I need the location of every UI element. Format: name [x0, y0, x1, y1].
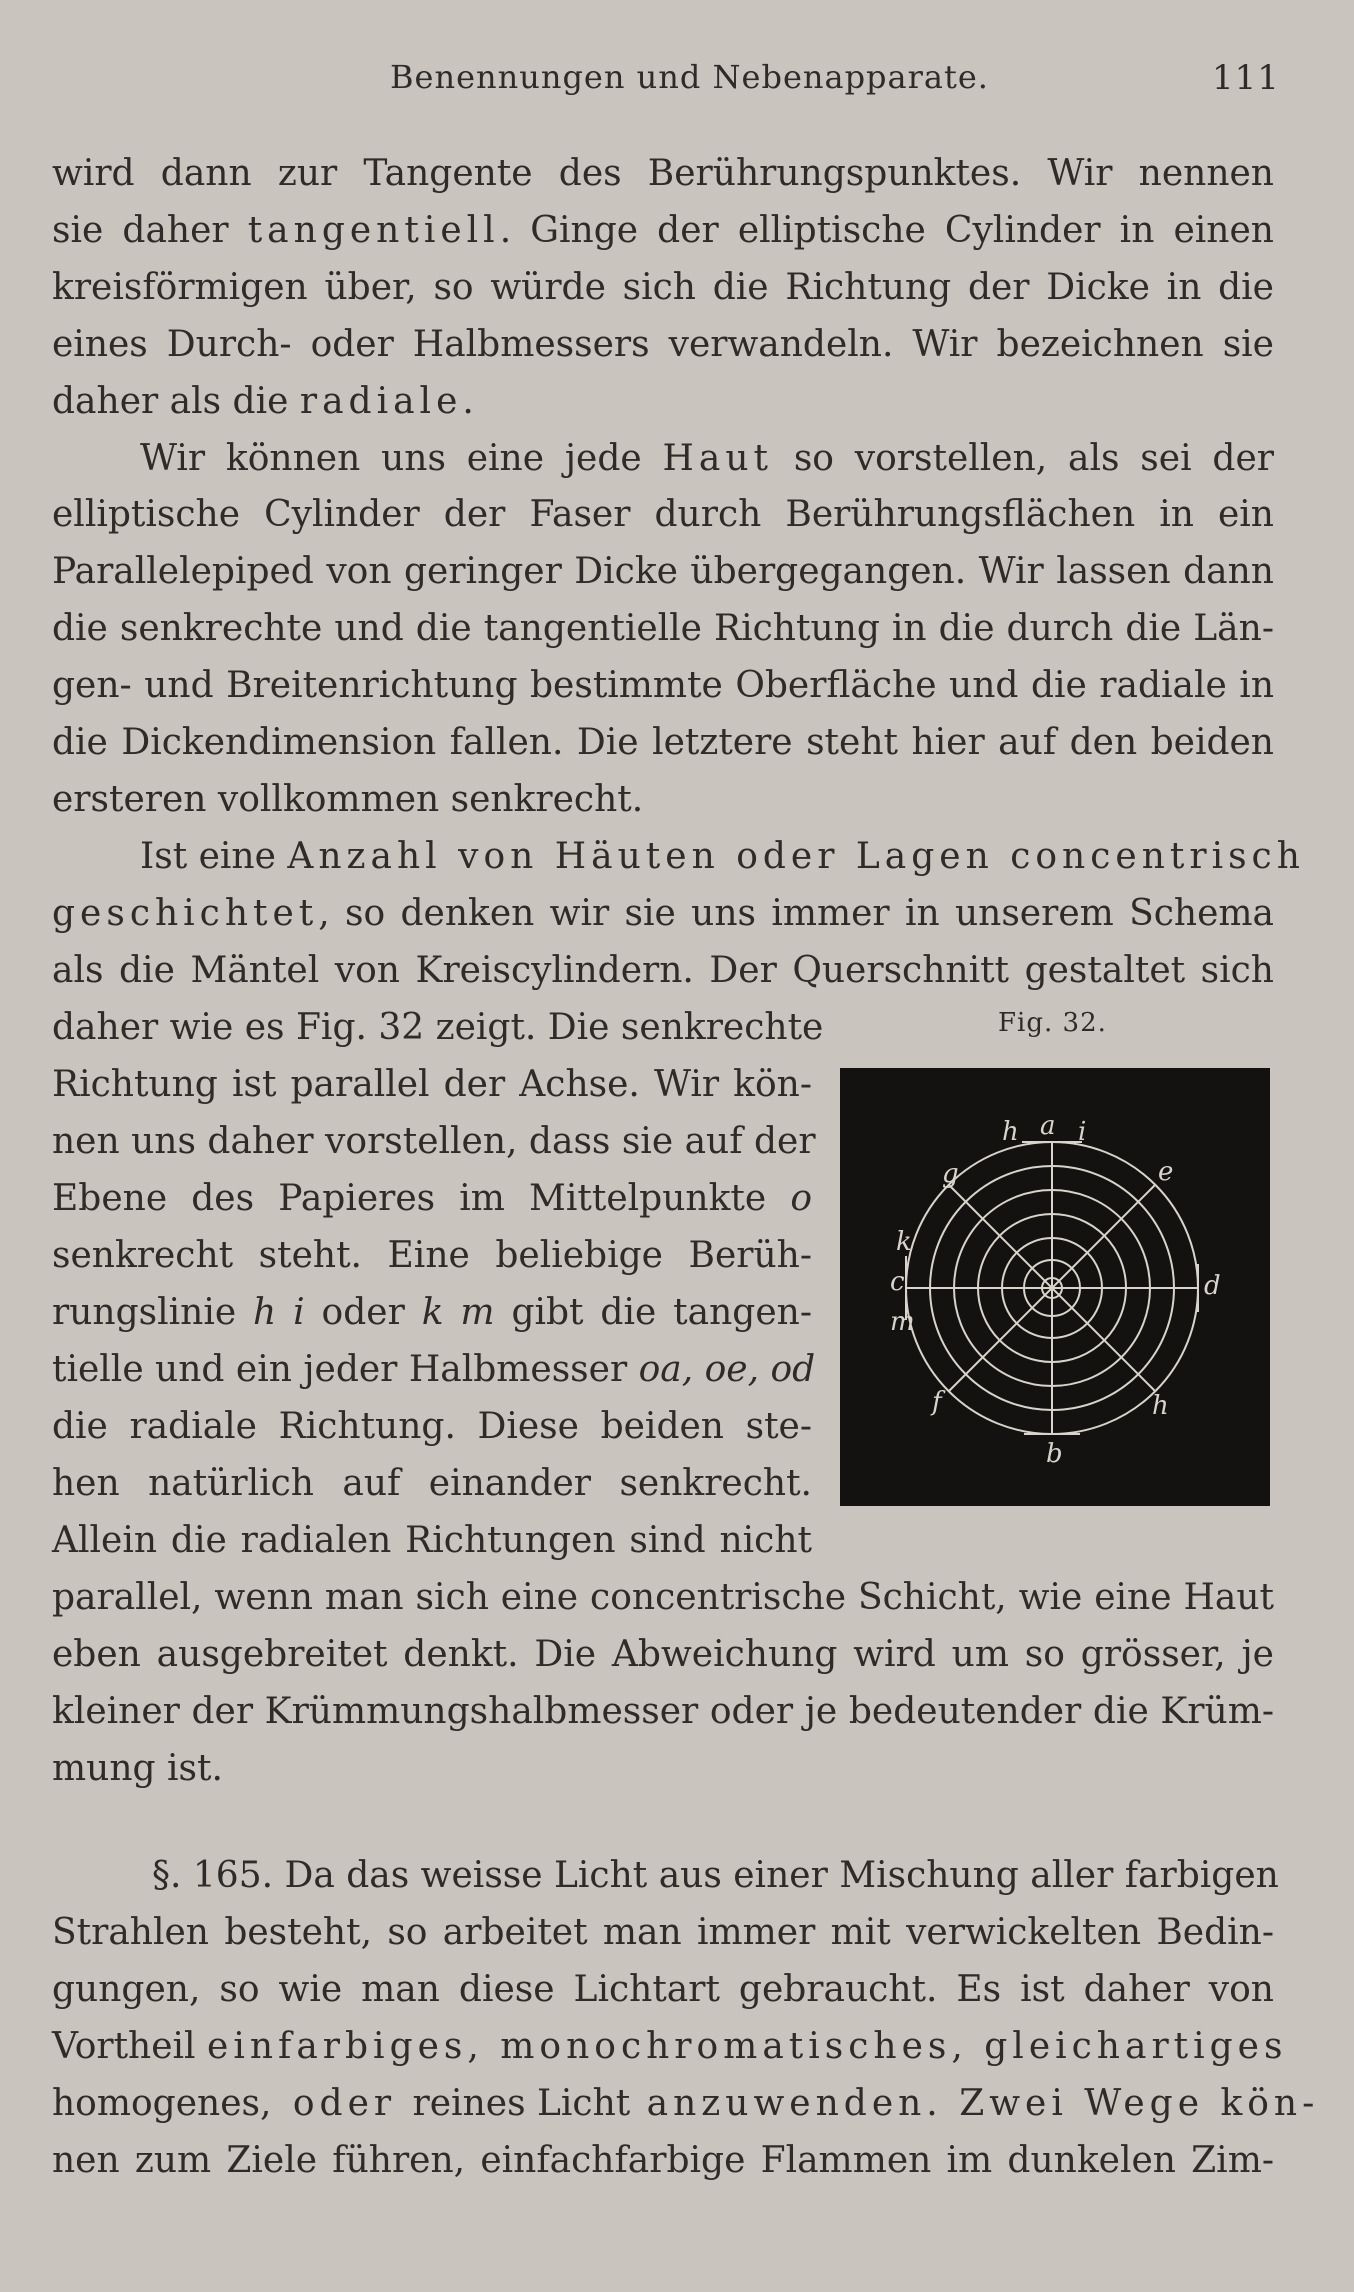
figure-caption: Fig. 32.: [998, 1008, 1107, 1038]
para1-line-3: kreisförmigen über, so würde sich die Richtung der Dicke in die: [52, 267, 1274, 308]
para3-line-4: daher wie es Fig. 32 zeigt. Die senkrechte: [52, 1007, 824, 1048]
para3-line-7: [52, 1175, 812, 1223]
label-g: g: [942, 1159, 959, 1189]
italic-term: o: [790, 1178, 812, 1219]
para4-line-3: gungen, so wie man diese Lichtart gebraucht. Es ist daher von: [52, 1969, 1274, 2010]
concentric-circles-diagram: [840, 1068, 1270, 1506]
text-segment: Vortheil: [52, 2026, 208, 2067]
para1-line-1: wird dann zur Tangente des Berührungspunktes. Wir nennen: [52, 153, 1274, 194]
para3-line-17: mung ist.: [52, 1748, 223, 1789]
text-segment: reines Licht: [412, 2083, 631, 2124]
text-segment: gibt die tangen-: [494, 1292, 812, 1333]
text-segment: rungslinie: [52, 1292, 254, 1333]
label-k: k: [896, 1227, 912, 1257]
text-segment: Ist eine: [140, 836, 288, 877]
para3-line-9: [52, 1289, 812, 1337]
para3-line-15: eben ausgebreitet denkt. Die Abweichung wird um so grösser, je: [52, 1634, 1274, 1675]
text-segment: .: [462, 381, 474, 422]
spaced-emphasis: anzuwenden. Zwei Wege kön-: [630, 2083, 1320, 2124]
text-segment: oder: [304, 1292, 422, 1333]
para1-line-5: [52, 378, 1274, 426]
para3-line-5: Richtung ist parallel der Achse. Wir kön-: [52, 1064, 812, 1105]
para2-line-6: die Dickendimension fallen. Die letztere steht hier auf den beiden: [52, 722, 1274, 763]
para2-line-1: [140, 435, 1274, 483]
text-segment: Wir können uns eine jede: [140, 438, 663, 479]
spaced-emphasis: Haut: [662, 438, 774, 479]
label-m: m: [890, 1307, 915, 1337]
text-segment: daher als die: [52, 381, 300, 422]
para3-line-12: hen natürlich auf einander senkrecht.: [52, 1463, 812, 1504]
page-number: 111: [1212, 58, 1280, 98]
label-a: a: [1040, 1111, 1056, 1141]
text-segment: so vorstellen, als sei der: [773, 438, 1274, 479]
para4-line-4: [52, 2023, 1288, 2071]
running-head-title: Benennungen und Nebenapparate.: [390, 58, 989, 96]
spaced-emphasis: geschichtet: [52, 893, 319, 934]
para2-line-2: elliptische Cylinder der Faser durch Berührungsflächen in ein: [52, 494, 1274, 535]
para3-line-3: als die Mäntel von Kreiscylindern. Der Querschnitt gestaltet sich: [52, 950, 1274, 991]
text-segment: homogenes: [52, 2083, 260, 2124]
label-i: i: [1078, 1117, 1087, 1147]
label-e: e: [1158, 1157, 1174, 1187]
label-b: b: [1046, 1439, 1063, 1469]
italic-term: k m: [421, 1292, 495, 1333]
para2-line-5: gen- und Breitenrichtung bestimmte Oberfläche und die radiale in: [52, 665, 1274, 706]
para3-line-6: nen uns daher vorstellen, dass sie auf der: [52, 1121, 816, 1162]
italic-term: oa, oe, od: [638, 1349, 816, 1390]
spaced-emphasis: radiale: [299, 381, 463, 422]
para3-line-1: [140, 833, 1305, 881]
para3-line-10: [52, 1346, 816, 1394]
italic-term: h i: [253, 1292, 305, 1333]
para2-line-3: Parallelepiped von geringer Dicke übergegangen. Wir lassen dann: [52, 551, 1274, 592]
para2-line-7: ersteren vollkommen senkrecht.: [52, 779, 644, 820]
spaced-emphasis: einfarbiges, monochromatisches, gleichartiges: [207, 2026, 1288, 2067]
para1-line-4: eines Durch- oder Halbmessers verwandeln. Wir bezeichnen sie: [52, 324, 1274, 365]
text-segment: . Ginge der elliptische Cylinder in einen: [499, 210, 1274, 251]
para3-line-11: die radiale Richtung. Diese beiden ste-: [52, 1406, 812, 1447]
text-segment: , so denken wir sie uns immer in unserem Schema: [318, 893, 1274, 934]
label-h-bottom: h: [1152, 1391, 1169, 1421]
para4-line-5: [52, 2080, 1320, 2128]
label-h-top: h: [1002, 1117, 1019, 1147]
label-f: f: [932, 1387, 942, 1417]
spaced-emphasis: tangentiell: [247, 210, 500, 251]
para3-line-16: kleiner der Krümmungshalbmesser oder je bedeutender die Krüm-: [52, 1691, 1274, 1732]
para4-line-6: nen zum Ziele führen, einfachfarbige Flammen im dunkelen Zim-: [52, 2140, 1274, 2181]
para4-line-1: §. 165. Da das weisse Licht aus einer Mischung aller farbigen: [152, 1855, 1279, 1896]
label-c: c: [890, 1267, 905, 1297]
para4-line-2: Strahlen besteht, so arbeitet man immer mit verwickelten Bedin-: [52, 1912, 1274, 1953]
figure-32: [840, 1068, 1270, 1506]
para2-line-4: die senkrechte und die tangentielle Richtung in die durch die Län-: [52, 608, 1274, 649]
para1-line-2: [52, 207, 1274, 255]
text-segment: Ebene des Papieres im Mittelpunkte: [52, 1178, 791, 1219]
spaced-emphasis: Anzahl von Häuten oder Lagen concentrisch: [287, 836, 1305, 877]
text-segment: tielle und ein jeder Halbmesser: [52, 1349, 639, 1390]
para3-line-13: Allein die radialen Richtungen sind nicht: [52, 1520, 812, 1561]
label-d: d: [1204, 1271, 1221, 1301]
spaced-emphasis: , oder: [259, 2083, 413, 2124]
para3-line-2: [52, 890, 1274, 938]
para3-line-8: senkrecht steht. Eine beliebige Berüh-: [52, 1235, 812, 1276]
text-segment: sie daher: [52, 210, 248, 251]
para3-line-14: parallel, wenn man sich eine concentrische Schicht, wie eine Haut: [52, 1577, 1274, 1618]
